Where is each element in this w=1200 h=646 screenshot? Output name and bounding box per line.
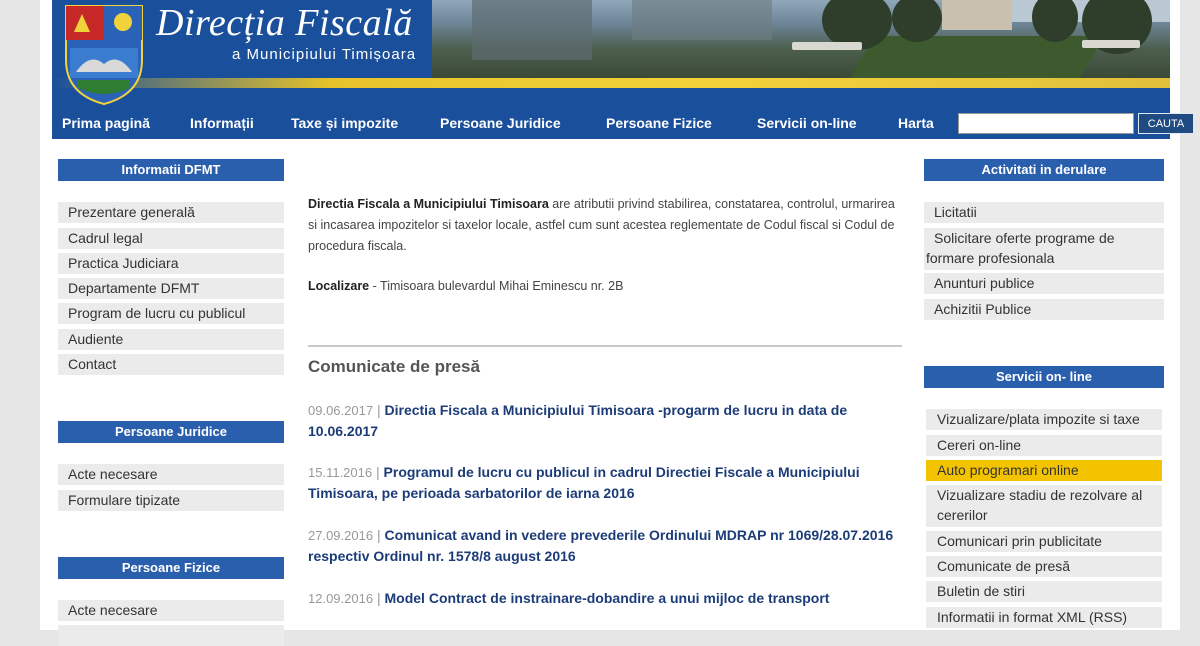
- header-stripe: [52, 78, 1170, 88]
- news-item: [308, 462, 898, 504]
- news-date: 09.06.2017: [308, 403, 374, 418]
- menu-item-prezentare[interactable]: Prezentare generală: [58, 202, 284, 223]
- menu-item-comunicari[interactable]: Comunicari prin publicitate: [926, 531, 1162, 552]
- menu-item-pf-acte-necesare[interactable]: Acte necesare: [58, 600, 284, 621]
- news-date: 12.09.2016: [308, 591, 374, 606]
- news-date: 27.09.2016: [308, 528, 374, 543]
- nav-taxe-impozite[interactable]: Taxe și impozite: [291, 115, 399, 131]
- box-title-activitati: Activitati in derulare: [924, 159, 1164, 181]
- city-crest-logo[interactable]: [62, 2, 146, 106]
- search-button[interactable]: CAUTA: [1138, 113, 1194, 134]
- menu-item-achizitii-publice[interactable]: Achizitii Publice: [924, 299, 1164, 320]
- news-item: [308, 525, 898, 567]
- menu-item-cereri-online[interactable]: Cereri on-line: [926, 435, 1162, 456]
- menu-item-audiente[interactable]: Audiente: [58, 329, 284, 350]
- menu-item-plata-impozite[interactable]: Vizualizare/plata impozite si taxe: [926, 409, 1162, 430]
- box-title-persoane-fizice: Persoane Fizice: [58, 557, 284, 579]
- menu-item-program-lucru[interactable]: Program de lucru cu publicul: [58, 303, 284, 324]
- menu-item-solicitare-oferte[interactable]: Solicitare oferte programe de formare profesionala: [924, 228, 1164, 270]
- menu-item-departamente[interactable]: Departamente DFMT: [58, 278, 284, 299]
- intro-bold: Directia Fiscala a Municipiului Timisoara: [308, 197, 549, 211]
- box-title-servicii-online: Servicii on- line: [924, 366, 1164, 388]
- news-separator: |: [373, 527, 385, 543]
- intro-body: are atributii privind stabilirea, constatarea, controlul, urmarirea si incasarea impozitelor si taxelor locale, astfel cum sunt acestea reglementate de Codul fiscal si Codul de procedura fiscala.: [308, 197, 895, 253]
- location-text: [308, 279, 623, 293]
- news-separator: |: [373, 402, 385, 418]
- nav-prima-pagina[interactable]: Prima pagină: [62, 115, 150, 131]
- menu-item-pj-formulare[interactable]: Formulare tipizate: [58, 490, 284, 511]
- news-item: [308, 588, 898, 609]
- nav-informatii[interactable]: Informații: [190, 115, 254, 131]
- news-title-link[interactable]: Programul de lucru cu publicul in cadrul Directiei Fiscale a Municipiului Timisoara, pe perioada sarbatorilor de iarna 2016: [308, 464, 860, 501]
- search-input[interactable]: [958, 113, 1134, 134]
- nav-servicii-online[interactable]: Servicii on-line: [757, 115, 857, 131]
- location-value: - Timisoara bulevardul Mihai Eminescu nr. 2B: [369, 279, 624, 293]
- menu-item-cadrul-legal[interactable]: Cadrul legal: [58, 228, 284, 249]
- menu-item-comunicate-presa[interactable]: Comunicate de presă: [926, 556, 1162, 577]
- menu-item-buletin-stiri[interactable]: Buletin de stiri: [926, 581, 1162, 602]
- site-subtitle: a Municipiului Timișoara: [232, 46, 417, 63]
- press-heading: Comunicate de presă: [308, 357, 480, 376]
- page: [40, 0, 1185, 630]
- news-separator: |: [372, 464, 384, 480]
- menu-item-contact[interactable]: Contact: [58, 354, 284, 375]
- news-title-link[interactable]: Model Contract de instrainare-dobandire a unui mijloc de transport: [384, 590, 830, 606]
- news-item: [308, 400, 898, 442]
- news-title-link[interactable]: Comunicat avand in vedere prevederile Ordinului MDRAP nr 1069/28.07.2016 respectiv Ordinul nr. 1578/8 august 2016: [308, 527, 894, 564]
- menu-item-licitatii[interactable]: Licitatii: [924, 202, 1164, 223]
- header-photo: [432, 0, 1170, 78]
- divider: [308, 345, 902, 347]
- menu-item-auto-programari[interactable]: Auto programari online: [926, 460, 1162, 481]
- news-separator: |: [373, 590, 385, 606]
- location-label: Localizare: [308, 279, 370, 293]
- menu-item-practica-judiciara[interactable]: Practica Judiciara: [58, 253, 284, 274]
- menu-item-pj-acte-necesare[interactable]: Acte necesare: [58, 464, 284, 485]
- news-title-link[interactable]: Directia Fiscala a Municipiului Timisoara -progarm de lucru in data de 10.06.2017: [308, 402, 848, 439]
- box-title-informatii: Informatii DFMT: [58, 159, 284, 181]
- nav-harta[interactable]: Harta: [898, 115, 934, 131]
- header-banner: [52, 0, 1170, 107]
- menu-item-pf-next[interactable]: [58, 625, 284, 646]
- box-title-persoane-juridice: Persoane Juridice: [58, 421, 284, 443]
- site-title[interactable]: Direcția Fiscală: [156, 2, 413, 44]
- nav-persoane-fizice[interactable]: Persoane Fizice: [606, 115, 712, 131]
- menu-item-stadiu-cereri[interactable]: Vizualizare stadiu de rezolvare al cererilor: [926, 485, 1162, 527]
- menu-item-rss[interactable]: Informatii in format XML (RSS): [926, 607, 1162, 628]
- news-date: 15.11.2016: [308, 465, 373, 480]
- intro-text: [308, 194, 904, 257]
- menu-item-anunturi-publice[interactable]: Anunturi publice: [924, 273, 1164, 294]
- nav-persoane-juridice[interactable]: Persoane Juridice: [440, 115, 561, 131]
